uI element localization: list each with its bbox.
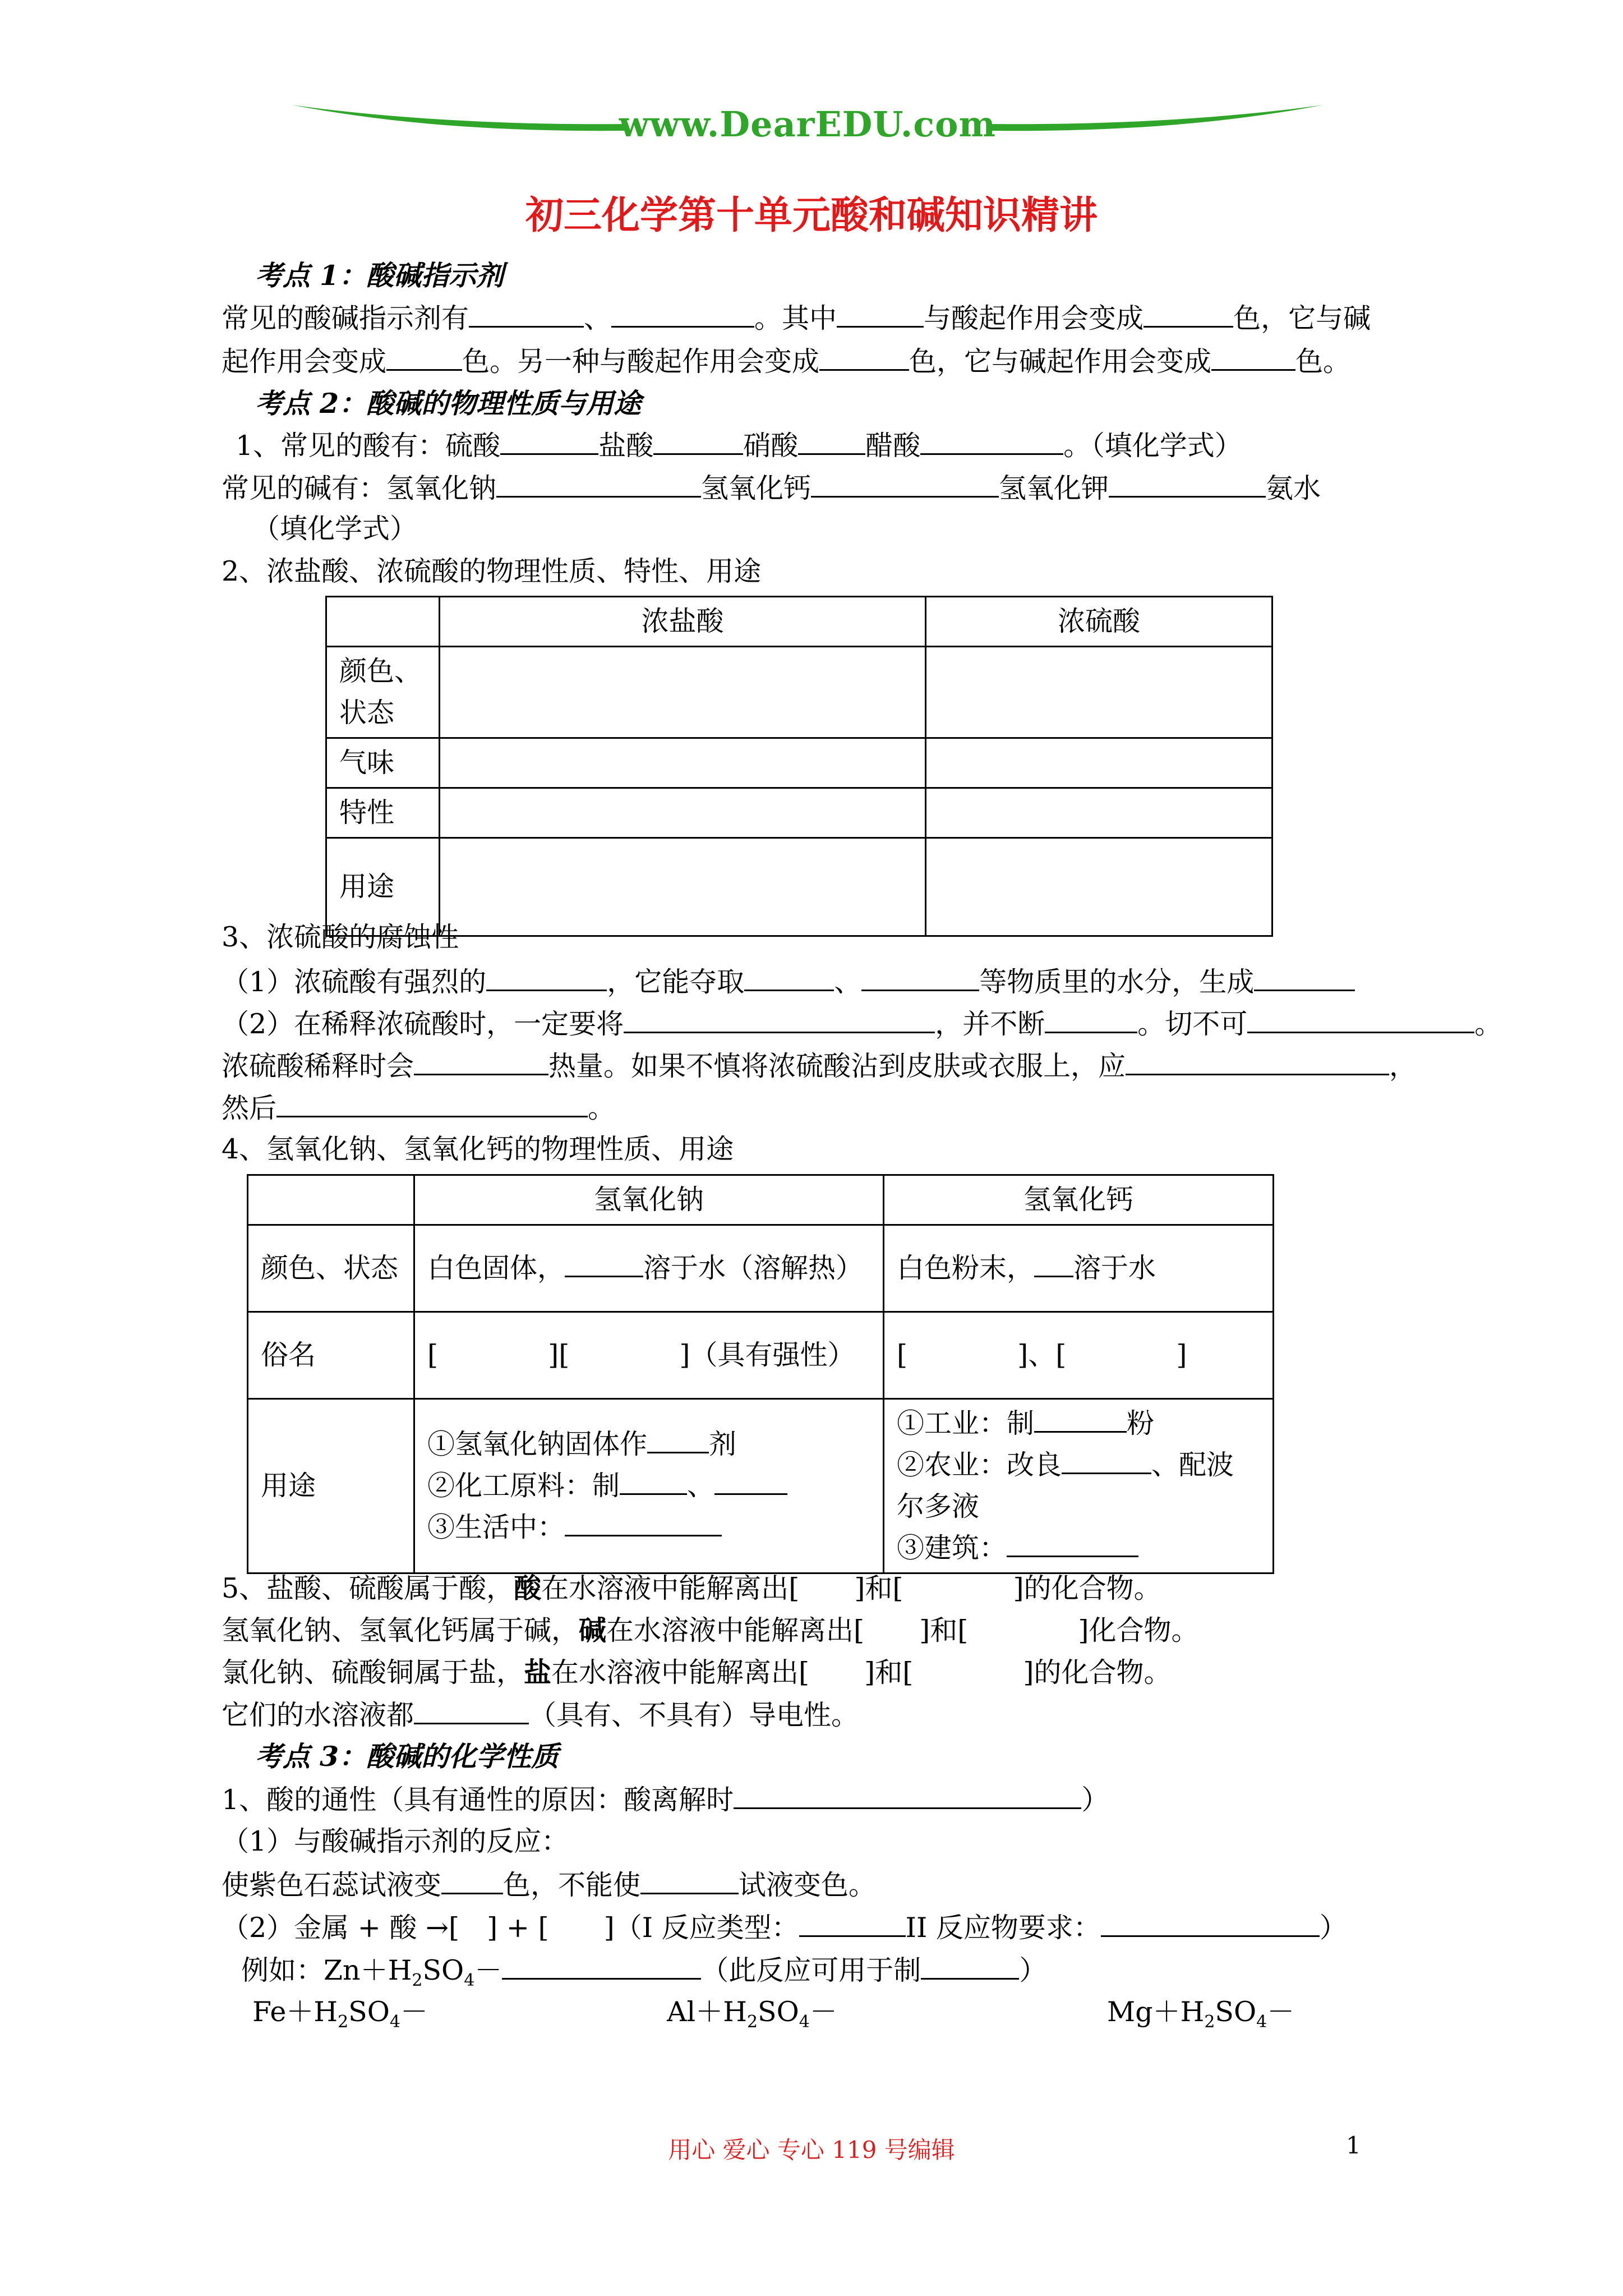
acid-table-header: 浓硫酸: [926, 597, 1272, 647]
caoh-uses: ①工业：制 粉 ②农业：改良 、配波尔多液 ③建筑：: [884, 1399, 1274, 1573]
naoh-uses: ①氢氧化钠固体作 剂 ②化工原料：制 、 ③生活中：: [414, 1399, 884, 1573]
item-3-line-2: （2）在稀释浓硫酸时，一定要将 ，并不断 。切不可 。: [222, 1006, 1502, 1042]
acid-table: [325, 596, 1273, 937]
base-table-row-label: 用途: [248, 1399, 414, 1573]
item-2: 2、浓盐酸、浓硫酸的物理性质、特性、用途: [222, 555, 762, 587]
acid-table-cell[interactable]: [440, 738, 926, 788]
page-title: 初三化学第十单元酸和碱知识精讲: [525, 193, 1098, 238]
base-table-corner: [248, 1175, 414, 1225]
acid-table-cell[interactable]: [926, 838, 1272, 936]
s1-line-2: 起作用会变成 色。另一种与酸起作用会变成 色，它与碱起作用会变成 色。: [222, 343, 1350, 379]
naoh-common-name: [ ][ ]（具有强性）: [414, 1312, 884, 1399]
item-3-line-1: （1）浓硫酸有强烈的 ，它能夺取 、 等物质里的水分，生成: [222, 964, 1355, 1000]
acid-table-cell[interactable]: [440, 838, 926, 936]
acid-table-cell[interactable]: [440, 788, 926, 838]
caoh-appearance: 白色粉末， 溶于水: [884, 1225, 1274, 1312]
acids-line: 1、常见的酸有：硫酸 盐酸 硝酸 醋酸 。（填化学式）: [236, 427, 1242, 463]
acid-table-cell[interactable]: [440, 647, 926, 738]
base-table-header: 氢氧化钠: [414, 1175, 884, 1225]
s3-line-6: $Fe+H_2SO_4- Al+H_2SO_4- Mg+H_2SO_4-$: [252, 1996, 1295, 2032]
base-table-row-label: 颜色、状态: [248, 1225, 414, 1312]
s1-line-1: 常见的酸碱指示剂有 、 。其中 与酸起作用会变成 色，它与碱: [222, 300, 1371, 336]
item-3-line-4: 然后 。: [222, 1090, 615, 1126]
acid-table-row-label: 用途: [326, 838, 440, 936]
item-3: 3、浓硫酸的腐蚀性: [222, 921, 459, 953]
acid-table-corner: [326, 597, 440, 647]
item-5-line-3: 氯化钠、硫酸铜属于盐，盐在水溶液中能解离出[ ]和[ ]的化合物。: [222, 1656, 1172, 1688]
acid-table-row-label: 气味: [326, 738, 440, 788]
section-heading-3: 考点 3：酸碱的化学性质: [255, 1740, 559, 1773]
acid-table-cell[interactable]: [926, 788, 1272, 838]
s3-line-1: 1、酸的通性（具有通性的原因：酸离解时 ）: [222, 1782, 1109, 1818]
s3-line-5: 例如：$Zn+H_2SO_4-$ （此反应可用于制 ）: [241, 1952, 1046, 1998]
base-table: [247, 1174, 1274, 1574]
item-3-line-3: 浓硫酸稀释时会 热量。如果不慎将浓硫酸沾到皮肤或衣服上，应 ，: [222, 1048, 1417, 1084]
item-4: 4、氢氧化钠、氢氧化钙的物理性质、用途: [222, 1133, 734, 1165]
s3-line-3: 使紫色石蕊试液变 色，不能使 试液变色。: [222, 1867, 876, 1903]
page-number: 1: [1346, 2132, 1361, 2159]
item-5-line-1: 5、盐酸、硫酸属于酸，酸在水溶液中能解离出[ ]和[ ]的化合物。: [222, 1572, 1161, 1604]
caoh-common-name: [ ]、[ ]: [884, 1312, 1274, 1399]
base-table-header: 氢氧化钙: [884, 1175, 1274, 1225]
bases-line: 常见的碱有：氢氧化钠 氢氧化钙 氢氧化钾 氨水: [222, 470, 1321, 506]
acid-table-cell[interactable]: [926, 647, 1272, 738]
site-name: www.DearEDU.com: [619, 104, 997, 145]
naoh-appearance: 白色固体， 溶于水（溶解热）: [414, 1225, 884, 1312]
bases-note: （填化学式）: [252, 513, 418, 545]
acid-table-row-label: 特性: [326, 788, 440, 838]
section-heading-1: 考点 1：酸碱指示剂: [255, 259, 504, 292]
section-heading-2: 考点 2：酸碱的物理性质与用途: [255, 387, 642, 420]
acid-table-row-label: 颜色、状态: [326, 647, 440, 738]
page-footer: 用心 爱心 专心 119 号编辑: [668, 2136, 955, 2164]
item-5-line-4: 它们的水溶液都 （具有、不具有）导电性。: [222, 1697, 859, 1733]
site-banner: [292, 98, 1324, 149]
s3-line-2: （1）与酸碱指示剂的反应：: [222, 1825, 569, 1857]
base-table-row-label: 俗名: [248, 1312, 414, 1399]
s3-line-4: （2）金属 + 酸 →[ ] + [ ]（I 反应类型： II 反应物要求： ）: [222, 1910, 1347, 1945]
acid-table-header: 浓盐酸: [440, 597, 926, 647]
acid-table-cell[interactable]: [926, 738, 1272, 788]
item-5-line-2: 氢氧化钠、氢氧化钙属于碱，碱在水溶液中能解离出[ ]和[ ]化合物。: [222, 1614, 1199, 1646]
